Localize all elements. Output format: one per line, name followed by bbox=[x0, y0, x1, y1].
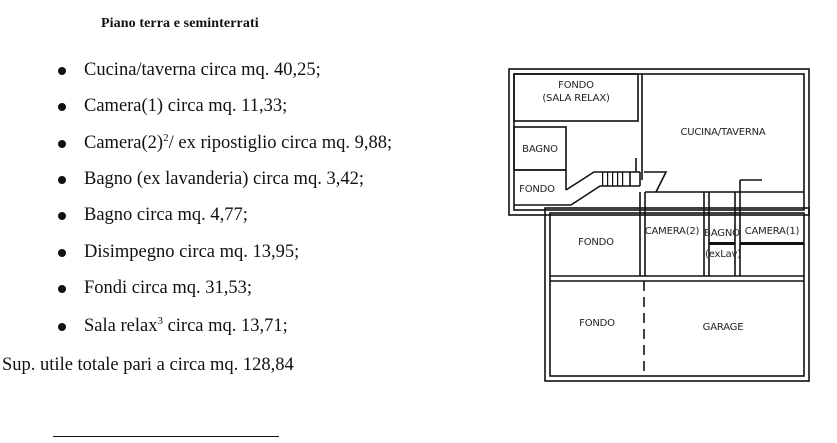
label-fondo-middle: FONDO bbox=[578, 237, 614, 248]
item-text: Disimpegno circa mq. 13,95; bbox=[84, 242, 300, 262]
bullet-icon bbox=[58, 67, 66, 75]
bullet-icon bbox=[58, 285, 66, 293]
item-text bbox=[84, 316, 288, 336]
item-text-main: Camera(2) bbox=[84, 133, 164, 153]
footnote-separator bbox=[53, 436, 279, 437]
label-camera-2: CAMERA(2) bbox=[644, 226, 700, 237]
item-text: Camera(1) circa mq. 11,33; bbox=[84, 96, 288, 116]
list-item bbox=[58, 132, 392, 154]
floor-plan bbox=[504, 64, 814, 386]
label-cucina-taverna: CUCINA/TAVERNA bbox=[680, 127, 766, 138]
label-bagno-exlav: BAGNO bbox=[704, 228, 740, 239]
label-fondo-small: FONDO bbox=[519, 184, 555, 195]
list-item bbox=[58, 277, 252, 299]
plan-labels bbox=[519, 80, 799, 333]
label-fondo-bottom: FONDO bbox=[579, 318, 615, 329]
section-heading: Piano terra e seminterrati bbox=[101, 16, 259, 31]
label-bagno: BAGNO bbox=[522, 144, 558, 155]
total-surface: Sup. utile totale pari a circa mq. 128,84 bbox=[2, 355, 294, 375]
list-item bbox=[58, 315, 288, 337]
item-text bbox=[84, 133, 392, 153]
bullet-icon bbox=[58, 249, 66, 257]
label-camera-1: CAMERA(1) bbox=[744, 226, 800, 237]
bullet-icon bbox=[58, 176, 66, 184]
item-text: Cucina/taverna circa mq. 40,25; bbox=[84, 60, 321, 80]
label-garage: GARAGE bbox=[702, 322, 744, 333]
list-item bbox=[58, 204, 248, 226]
bullet-icon bbox=[58, 103, 66, 111]
bullet-icon bbox=[58, 323, 66, 331]
list-item bbox=[58, 59, 321, 81]
footnote-ref: 2 bbox=[163, 132, 169, 144]
label-exlav: (exLav) bbox=[705, 249, 741, 260]
footnote-ref: 3 bbox=[157, 315, 163, 327]
plan-walls bbox=[509, 69, 809, 381]
item-text: Bagno circa mq. 4,77; bbox=[84, 205, 248, 225]
item-text-rest: / ex ripostiglio circa mq. 9,88; bbox=[168, 133, 393, 153]
list-item bbox=[58, 168, 364, 190]
bullet-icon bbox=[58, 212, 66, 220]
label-sala-relax: (SALA RELAX) bbox=[542, 93, 610, 104]
label-fondo-relax: FONDO bbox=[558, 80, 594, 91]
item-text-main: Sala relax bbox=[84, 316, 158, 336]
item-text: Fondi circa mq. 31,53; bbox=[84, 278, 253, 298]
list-item bbox=[58, 95, 287, 117]
item-text: Bagno (ex lavanderia) circa mq. 3,42; bbox=[84, 169, 364, 189]
item-text-rest: circa mq. 13,71; bbox=[162, 316, 288, 336]
bullet-icon bbox=[58, 140, 66, 148]
list-item bbox=[58, 241, 299, 263]
